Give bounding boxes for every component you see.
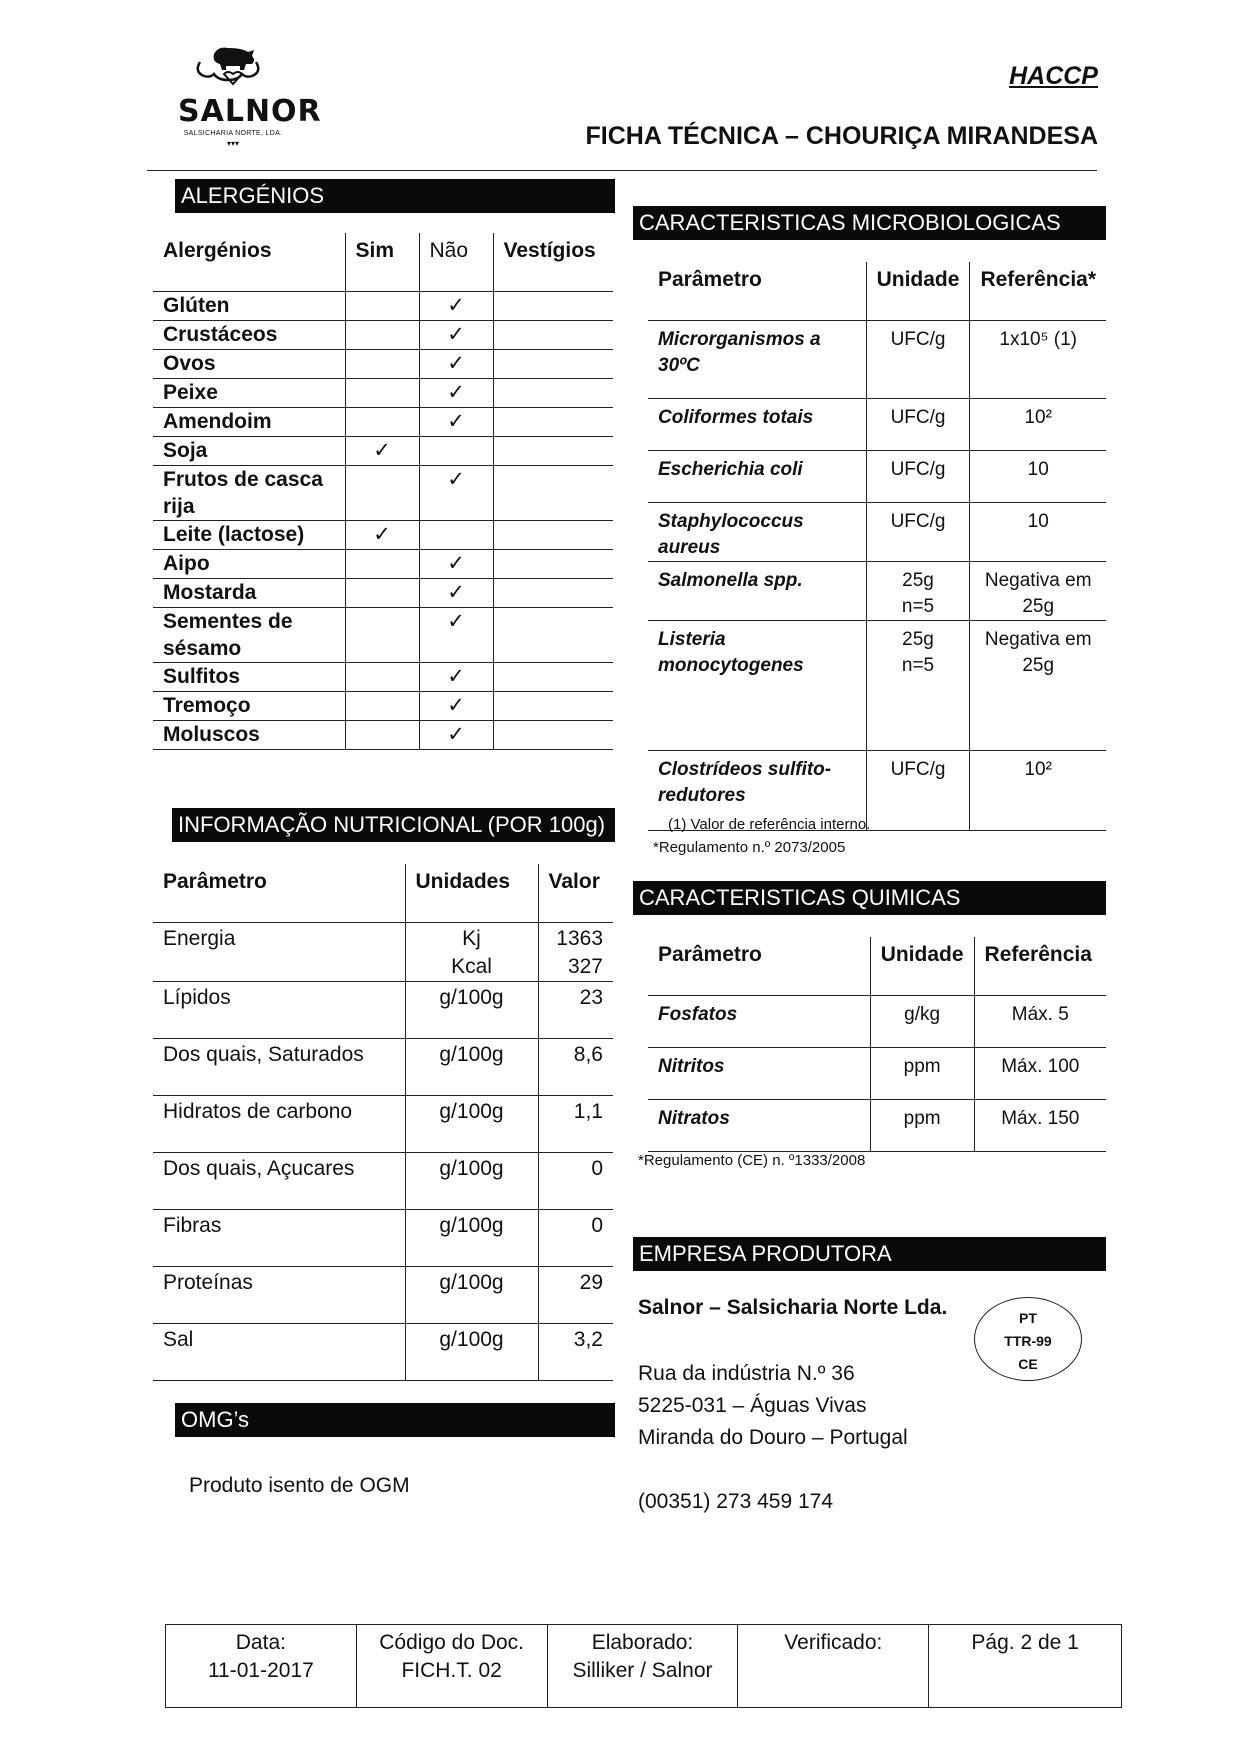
table-row (153, 436, 613, 465)
chem-param: Nitratos (648, 1099, 870, 1151)
micro-unit: UFC/g (866, 320, 970, 398)
table-row (153, 1152, 613, 1209)
column-header: Unidade (870, 937, 974, 995)
page-title: FICHA TÉCNICA – CHOURIÇA MIRANDESA (585, 122, 1098, 150)
footer-label: Elaborado: (591, 1631, 694, 1654)
micro-param: Salmonella spp. (648, 561, 866, 620)
nutrition-unit: g/100g (405, 1266, 538, 1323)
column-header: Parâmetro (153, 864, 405, 922)
footer-label: Pág. 2 de 1 (971, 1631, 1079, 1654)
table-row (153, 1266, 613, 1323)
micro-reference: 10 (970, 450, 1106, 502)
producer-address-3: Miranda do Douro – Portugal (638, 1426, 908, 1449)
footer-value: 11-01-2017 (207, 1659, 314, 1682)
nutrition-param: Dos quais, Açucares (153, 1152, 405, 1209)
check-mark-icon (493, 549, 613, 578)
micro-reference: 10 (970, 502, 1106, 561)
table-row (648, 620, 1106, 750)
check-mark-icon (345, 465, 419, 520)
logo-dots: ▾▾▾ (226, 139, 240, 148)
check-mark-icon (345, 320, 419, 349)
table-row (648, 502, 1106, 561)
table-header-row (648, 937, 1106, 995)
check-mark-icon: ✓ (419, 349, 493, 378)
micro-unit: 25g n=5 (866, 620, 970, 750)
micro-table (648, 262, 1106, 831)
allergen-name: Peixe (153, 378, 345, 407)
table-row (153, 607, 613, 662)
check-mark-icon (493, 320, 613, 349)
check-mark-icon (345, 291, 419, 320)
check-mark-icon (493, 662, 613, 691)
column-header: Parâmetro (648, 262, 866, 320)
table-row (153, 1209, 613, 1266)
check-mark-icon (493, 465, 613, 520)
omg-text: Produto isento de OGM (189, 1474, 410, 1497)
logo-subtitle: SALSICHARIA NORTE, LDA. (183, 130, 283, 137)
table-row (153, 465, 613, 520)
micro-param: Escherichia coli (648, 450, 866, 502)
check-mark-icon (345, 691, 419, 720)
producer-name: Salnor – Salsicharia Norte Lda. (638, 1296, 948, 1319)
logo-name: SALNOR (178, 94, 322, 129)
column-header: Referência* (970, 262, 1106, 320)
check-mark-icon: ✓ (419, 549, 493, 578)
nutrition-unit: Kj Kcal (405, 922, 538, 981)
table-row (153, 320, 613, 349)
allergen-name: Crustáceos (153, 320, 345, 349)
check-mark-icon (345, 407, 419, 436)
check-mark-icon: ✓ (419, 607, 493, 662)
check-mark-icon (493, 607, 613, 662)
nutrition-value: 29 (538, 1266, 613, 1323)
chem-unit: ppm (870, 1047, 974, 1099)
check-mark-icon (345, 378, 419, 407)
producer-address-1: Rua da indústria N.º 36 (638, 1362, 855, 1385)
check-mark-icon: ✓ (419, 378, 493, 407)
allergen-name: Mostarda (153, 578, 345, 607)
table-row (648, 561, 1106, 620)
nutrition-param: Energia (153, 922, 405, 981)
allergen-name: Tremoço (153, 691, 345, 720)
stamp-line: CE (1018, 1356, 1038, 1372)
chem-section-title: CARACTERISTICAS QUIMICAS (633, 881, 1106, 915)
stamp-line: PT (1019, 1310, 1037, 1326)
table-row (153, 922, 613, 981)
nutrition-param: Fibras (153, 1209, 405, 1266)
allergen-name: Moluscos (153, 720, 345, 749)
allergen-name: Ovos (153, 349, 345, 378)
allergen-name: Glúten (153, 291, 345, 320)
allergen-name: Amendoim (153, 407, 345, 436)
nutrition-unit: g/100g (405, 1095, 538, 1152)
nutrition-param: Sal (153, 1323, 405, 1380)
check-mark-icon: ✓ (419, 662, 493, 691)
table-header-row (153, 233, 613, 291)
column-header: Valor (538, 864, 613, 922)
chem-param: Fosfatos (648, 995, 870, 1047)
nutrition-unit: g/100g (405, 1323, 538, 1380)
table-header-row (648, 262, 1106, 320)
health-mark-stamp (974, 1297, 1082, 1381)
check-mark-icon (345, 349, 419, 378)
check-mark-icon (419, 436, 493, 465)
check-mark-icon (345, 607, 419, 662)
allergen-name: Frutos de casca rija (153, 465, 345, 520)
omg-section-title: OMG’s (175, 1403, 615, 1437)
check-mark-icon: ✓ (419, 465, 493, 520)
check-mark-icon (493, 291, 613, 320)
micro-param: Clostrídeos sulfito- redutores (648, 750, 866, 830)
check-mark-icon: ✓ (419, 578, 493, 607)
table-row (648, 995, 1106, 1047)
footer-cell-date (166, 1625, 357, 1708)
check-mark-icon (493, 436, 613, 465)
chem-unit: ppm (870, 1099, 974, 1151)
footer-label: Data: (235, 1631, 286, 1654)
table-row (153, 720, 613, 749)
micro-reference: 10² (970, 750, 1106, 830)
nutrition-value: 0 (538, 1152, 613, 1209)
nutrition-value: 8,6 (538, 1038, 613, 1095)
micro-note-1: (1) Valor de referência interno. (668, 816, 871, 833)
footer-cell-page (929, 1625, 1122, 1708)
table-row (153, 349, 613, 378)
chem-reference: Máx. 100 (974, 1047, 1106, 1099)
micro-reference: Negativa em 25g (970, 561, 1106, 620)
allergens-table (153, 233, 613, 750)
nutrition-unit: g/100g (405, 1152, 538, 1209)
table-row (153, 549, 613, 578)
nutrition-value: 1363 327 (538, 922, 613, 981)
footer-value: FICH.T. 02 (401, 1659, 502, 1682)
table-row (153, 981, 613, 1038)
micro-reference: 1x10⁵ (1) (970, 320, 1106, 398)
haccp-label: HACCP (1009, 62, 1098, 90)
column-header: Vestígios (493, 233, 613, 291)
table-row (153, 1038, 613, 1095)
allergen-name: Sementes de sésamo (153, 607, 345, 662)
chem-reference: Máx. 150 (974, 1099, 1106, 1151)
company-logo (178, 42, 322, 152)
producer-phone: (00351) 273 459 174 (638, 1490, 833, 1513)
nutrition-value: 1,1 (538, 1095, 613, 1152)
footer-cell-verified (738, 1625, 929, 1708)
micro-unit: UFC/g (866, 502, 970, 561)
allergen-name: Leite (lactose) (153, 520, 345, 549)
footer-cell-prepared (547, 1625, 738, 1708)
table-row (648, 1047, 1106, 1099)
check-mark-icon: ✓ (419, 320, 493, 349)
footer-label: Verificado: (784, 1631, 883, 1654)
table-row (153, 691, 613, 720)
micro-param: Microrganismos a 30ºC (648, 320, 866, 398)
table-row (153, 520, 613, 549)
column-header: Parâmetro (648, 937, 870, 995)
table-row (153, 1323, 613, 1380)
check-mark-icon (345, 662, 419, 691)
chem-param: Nitritos (648, 1047, 870, 1099)
allergen-name: Aipo (153, 549, 345, 578)
stamp-line: TTR-99 (1004, 1333, 1052, 1349)
nutrition-param: Hidratos de carbono (153, 1095, 405, 1152)
micro-unit: UFC/g (866, 398, 970, 450)
table-header-row (153, 864, 613, 922)
check-mark-icon (345, 720, 419, 749)
nutrition-unit: g/100g (405, 1038, 538, 1095)
table-row (153, 407, 613, 436)
check-mark-icon: ✓ (419, 691, 493, 720)
nutrition-param: Lípidos (153, 981, 405, 1038)
check-mark-icon: ✓ (419, 407, 493, 436)
nutrition-value: 23 (538, 981, 613, 1038)
footer-value: Silliker / Salnor (572, 1659, 713, 1682)
check-mark-icon (493, 407, 613, 436)
micro-param: Staphylococcus aureus (648, 502, 866, 561)
micro-section-title: CARACTERISTICAS MICROBIOLOGICAS (633, 206, 1106, 240)
check-mark-icon (345, 578, 419, 607)
micro-unit: UFC/g (866, 750, 970, 830)
nutrition-table (153, 864, 613, 1381)
nutrition-value: 0 (538, 1209, 613, 1266)
micro-param: Coliformes totais (648, 398, 866, 450)
table-row (153, 578, 613, 607)
column-header: Referência (974, 937, 1106, 995)
table-row (153, 1095, 613, 1152)
footer-label: Código do Doc. (379, 1631, 525, 1654)
column-header: Alergénios (153, 233, 345, 291)
allergen-name: Soja (153, 436, 345, 465)
nutrition-unit: g/100g (405, 1209, 538, 1266)
check-mark-icon: ✓ (345, 436, 419, 465)
micro-note-2: *Regulamento n.º 2073/2005 (653, 839, 846, 856)
column-header: Unidade (866, 262, 970, 320)
chem-reference: Máx. 5 (974, 995, 1106, 1047)
table-row (648, 450, 1106, 502)
footer-cell-code (356, 1625, 547, 1708)
micro-param: Listeria monocytogenes (648, 620, 866, 750)
check-mark-icon (493, 349, 613, 378)
chem-unit: g/kg (870, 995, 974, 1047)
check-mark-icon (493, 520, 613, 549)
table-row (153, 662, 613, 691)
check-mark-icon: ✓ (419, 291, 493, 320)
check-mark-icon (493, 720, 613, 749)
micro-unit: UFC/g (866, 450, 970, 502)
column-header: Não (419, 233, 493, 291)
nutrition-section-title: INFORMAÇÃO NUTRICIONAL (POR 100g) (172, 808, 615, 842)
header-divider (147, 170, 1097, 171)
micro-reference: 10² (970, 398, 1106, 450)
table-row (153, 291, 613, 320)
producer-section-title: EMPRESA PRODUTORA (633, 1237, 1106, 1271)
table-row (153, 378, 613, 407)
check-mark-icon (493, 691, 613, 720)
check-mark-icon (345, 549, 419, 578)
check-mark-icon (493, 378, 613, 407)
allergens-section-title: ALERGÉNIOS (175, 179, 615, 213)
micro-unit: 25g n=5 (866, 561, 970, 620)
allergen-name: Sulfitos (153, 662, 345, 691)
check-mark-icon: ✓ (345, 520, 419, 549)
producer-address-2: 5225-031 – Águas Vivas (638, 1394, 867, 1417)
nutrition-param: Dos quais, Saturados (153, 1038, 405, 1095)
nutrition-value: 3,2 (538, 1323, 613, 1380)
micro-reference: Negativa em 25g (970, 620, 1106, 750)
table-row (648, 398, 1106, 450)
check-mark-icon (419, 520, 493, 549)
column-header: Unidades (405, 864, 538, 922)
table-row (648, 320, 1106, 398)
nutrition-unit: g/100g (405, 981, 538, 1038)
document-footer (165, 1624, 1122, 1708)
check-mark-icon: ✓ (419, 720, 493, 749)
nutrition-param: Proteínas (153, 1266, 405, 1323)
pig-icon (178, 42, 288, 92)
chem-note: *Regulamento (CE) n. º1333/2008 (638, 1152, 866, 1169)
column-header: Sim (345, 233, 419, 291)
check-mark-icon (493, 578, 613, 607)
table-row (648, 1099, 1106, 1151)
chem-table (648, 937, 1106, 1152)
